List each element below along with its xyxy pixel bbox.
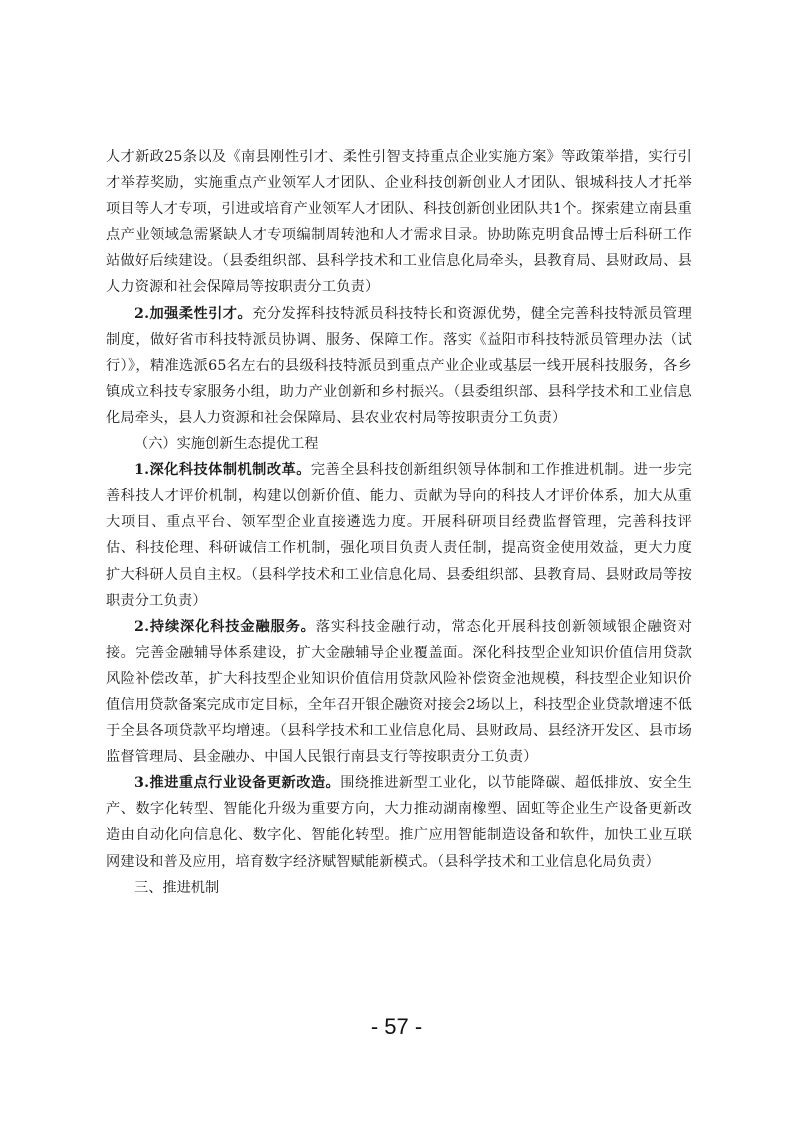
paragraph-equipment-upgrade bbox=[106, 770, 692, 874]
paragraph-lead-flexible-talent: 2.加强柔性引才。 bbox=[134, 305, 253, 322]
paragraph-body-equipment-upgrade: 围绕推进新型工业化，以节能降碳、超低排放、安全生产、数字化转型、智能化升级为重要方向，大力推动湖南橡塑、固虹等企业生产设备更新改造由自动化向信息化、数字化、智能化转型。推广应用智能制造设备和软件，加快工业互联网建设和普及应用，培育数字经济赋智赋能新模式。（县科学技术和工业信息化局负责） bbox=[106, 775, 692, 870]
page-number: - 57 - bbox=[370, 1014, 423, 1039]
paragraph-flexible-talent bbox=[106, 301, 692, 431]
paragraph-lead-equipment-upgrade: 3.推进重点行业设备更新改造。 bbox=[134, 775, 341, 792]
section-heading-innovation-ecosystem: （六）实施创新生态提优工程 bbox=[134, 436, 319, 453]
paragraph-body-finance-service: 落实科技金融行动，常态化开展科技创新领域银企融资对接。完善金融辅导体系建设，扩大金融辅导企业覆盖面。深化科技型企业知识价值信用贷款风险补偿改革，扩大科技型企业知识价值信用贷款风险补偿资金池规模，科技型企业知识价值信用贷款备案完成市定目标，全年召开银企融资对接会2场以上，科技型企业贷款增速不低于全县各项贷款平均增速。（县科学技术和工业信息化局、县财政局、县经济开发区、县市场监督管理局、县金融办、中国人民银行南县支行等按职责分工负责） bbox=[106, 618, 692, 766]
paragraph-body-system-reform: 完善全县科技创新组织领导体制和工作推进机制。进一步完善科技人才评价机制，构建以创新价值、能力、贡献为导向的科技人才评价体系，加大从重大项目、重点平台、领军型企业直接遴选力度。开展科研项目经费监督管理，完善科技评估、科技伦理、科研诚信工作机制，强化项目负责人责任制，提高资金使用效益，更大力度扩大科研人员自主权。（县科学技术和工业信息化局、县委组织部、县教育局、县财政局等按职责分工负责） bbox=[106, 462, 692, 609]
paragraph-system-reform bbox=[106, 457, 692, 614]
paragraph-lead-finance-service: 2.持续深化科技金融服务。 bbox=[134, 618, 316, 635]
paragraph-finance-service bbox=[106, 614, 692, 771]
paragraph-body-flexible-talent: 充分发挥科技特派员科技特长和资源优势，健全完善科技特派员管理制度，做好省市科技特派员协调、服务、保障工作。落实《益阳市科技特派员管理办法（试行）》，精准选派65名左右的县级科技特派员到重点产业企业或基层一线开展科技服务，各乡镇成立科技专家服务小组，助力产业创新和乡村振兴。（县委组织部、县科学技术和工业信息化局牵头，县人力资源和社会保障局、县农业农村局等按职责分工负责） bbox=[106, 305, 692, 426]
document-body bbox=[106, 144, 692, 901]
paragraph-talent-policy: 人才新政25条以及《南县刚性引才、柔性引智支持重点企业实施方案》等政策举措，实行引才举荐奖励，实施重点产业领军人才团队、企业科技创新创业人才团队、银城科技人才托举项目等人才专项，引进或培育产业领军人才团队、科技创新创业团队共1个。探索建立南县重点产业领域急需紧缺人才专项编制周转池和人才需求目录。协助陈克明食品博士后科研工作站做好后续建设。（县委组织部、县科学技术和工业信息化局牵头，县教育局、县财政局、县人力资源和社会保障局等按职责分工负责） bbox=[106, 149, 692, 296]
paragraph-lead-system-reform: 1.深化科技体制机制改革。 bbox=[134, 462, 311, 479]
section-heading-mechanism: 三、推进机制 bbox=[134, 879, 220, 896]
